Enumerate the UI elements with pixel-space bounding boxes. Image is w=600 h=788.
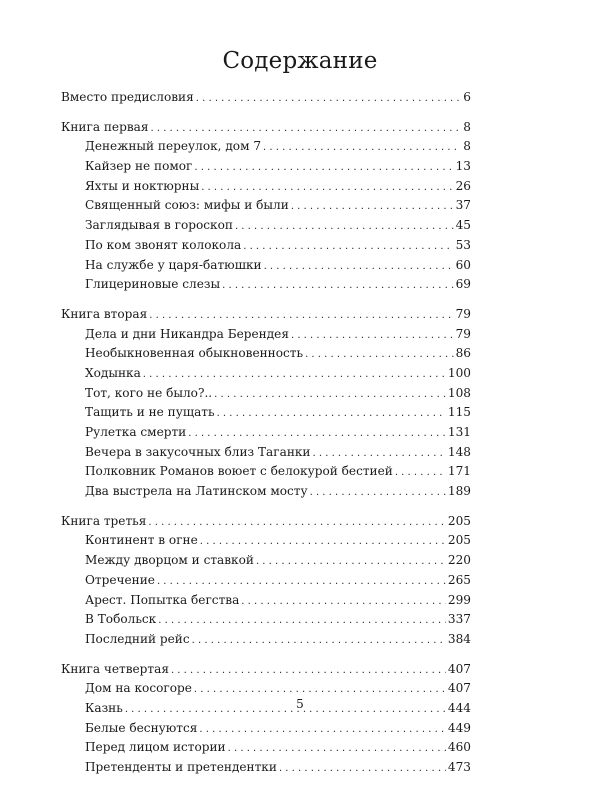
toc-entry-title: Священный союз: мифы и были xyxy=(85,198,289,213)
dot-leader xyxy=(222,275,454,296)
toc-entry-page: 131 xyxy=(447,425,471,439)
toc-entry-title: Денежный переулок, дом 7 xyxy=(85,139,262,154)
toc-entry xyxy=(61,551,471,571)
dot-leader xyxy=(235,216,454,237)
toc-entry-title: Казнь xyxy=(85,700,123,715)
toc-entry-title: Арест. Попытка бегства xyxy=(85,592,240,607)
toc-entry-title: Вечера в закусочных близ Таганки xyxy=(85,444,311,459)
toc-entry xyxy=(61,482,471,502)
toc-entry-page: 69 xyxy=(455,277,471,292)
toc-section-entry xyxy=(61,118,471,138)
toc-entry-page: 6 xyxy=(463,90,471,104)
dot-leader xyxy=(310,482,446,503)
toc-group xyxy=(61,660,471,778)
toc-entry-title: Полковник Романов воюет с белокурой бестией xyxy=(85,464,393,479)
dot-leader xyxy=(192,630,446,651)
toc-entry-title: Дом на косогоре xyxy=(85,681,192,696)
toc-entry-title: Книга вторая xyxy=(61,306,148,321)
toc-entry-title: Континент в огне xyxy=(85,533,198,548)
toc-entry-page: 460 xyxy=(447,740,471,755)
toc-entry-page: 205 xyxy=(447,513,471,528)
toc-section-entry xyxy=(61,305,471,325)
toc-entry-page: 37 xyxy=(455,198,471,213)
dot-leader xyxy=(200,531,446,552)
toc-entry xyxy=(61,344,471,364)
toc-entry xyxy=(61,758,471,778)
dot-leader xyxy=(291,196,454,217)
toc-entry-page: 115 xyxy=(447,405,471,420)
toc-entry-page: 220 xyxy=(447,553,471,568)
toc-group xyxy=(61,512,471,650)
toc-entry-title: Дела и дни Никандра Берендея xyxy=(85,326,289,341)
toc-entry xyxy=(61,443,471,463)
toc-entry xyxy=(61,216,471,236)
dot-leader xyxy=(196,88,462,109)
dot-leader xyxy=(217,403,446,424)
toc-entry-title: Кайзер не помог xyxy=(85,159,193,174)
page-number: 5 xyxy=(296,697,304,711)
toc-entry-page: 53 xyxy=(455,237,471,252)
toc-entry-page: 79 xyxy=(455,326,471,341)
dot-leader xyxy=(228,738,446,759)
dot-leader xyxy=(150,118,461,139)
toc-entry xyxy=(61,462,471,482)
toc-entry xyxy=(61,177,471,197)
dot-leader xyxy=(291,325,454,346)
dot-leader xyxy=(171,660,446,681)
toc-entry-page: 79 xyxy=(455,306,471,321)
dot-leader xyxy=(157,571,446,592)
toc-entry-page: 265 xyxy=(447,572,471,587)
toc-section-entry xyxy=(61,88,471,108)
dot-leader xyxy=(199,719,446,740)
toc-entry-page: 148 xyxy=(447,444,471,459)
toc-entry-title: Отречение xyxy=(85,572,155,587)
dot-leader xyxy=(158,610,446,631)
toc-entry-title: Последний рейс xyxy=(85,631,190,646)
dot-leader xyxy=(263,137,461,158)
toc-entry xyxy=(61,738,471,758)
dot-leader xyxy=(256,551,446,572)
dot-leader xyxy=(149,305,453,326)
toc-entry-page: 189 xyxy=(447,484,471,499)
toc-entry xyxy=(61,157,471,177)
toc-entry-page: 8 xyxy=(463,139,471,154)
toc-entry-page: 13 xyxy=(455,159,471,174)
toc-entry-page: 86 xyxy=(455,346,471,361)
dot-leader xyxy=(279,758,446,779)
toc-entry-title: Тащить и не пущать xyxy=(85,405,215,420)
toc-entry-page: 45 xyxy=(455,218,471,233)
toc-entry xyxy=(61,364,471,384)
toc-section-entry xyxy=(61,660,471,680)
dot-leader xyxy=(264,256,454,277)
toc-entry xyxy=(61,719,471,739)
toc-entry-title: Белые беснуются xyxy=(85,720,198,735)
toc-entry-title: Заглядывая в гороскоп xyxy=(85,218,233,233)
toc-entry-page: 8 xyxy=(463,119,471,134)
toc-section-entry xyxy=(61,512,471,532)
dot-leader xyxy=(305,344,454,365)
toc-entry-title: Вместо предисловия xyxy=(61,90,194,104)
toc-entry xyxy=(61,256,471,276)
toc-entry-title: Необыкновенная обыкновенность xyxy=(85,346,304,361)
dot-leader xyxy=(313,443,446,464)
toc-entry-title: Рулетка смерти xyxy=(85,425,187,439)
dot-leader xyxy=(243,236,453,257)
dot-leader xyxy=(188,423,446,444)
toc-entry xyxy=(61,137,471,157)
toc-entry-page: 444 xyxy=(447,700,471,715)
dot-leader xyxy=(241,591,446,612)
toc-group xyxy=(61,305,471,502)
toc-group xyxy=(61,88,471,108)
toc-entry-title: Глицериновые слезы xyxy=(85,277,221,292)
toc-entry-page: 449 xyxy=(447,720,471,735)
toc-entry-page: 473 xyxy=(447,760,471,774)
toc-entry-page: 384 xyxy=(447,631,471,646)
toc-entry-page: 171 xyxy=(447,464,471,479)
toc-entry-title: Между дворцом и ставкой xyxy=(85,553,254,568)
toc-entry-title: Претенденты и претендентки xyxy=(85,760,277,774)
toc-entry xyxy=(61,571,471,591)
toc-entry-page: 108 xyxy=(447,385,471,400)
toc-group xyxy=(61,118,471,295)
toc-entry-title: Два выстрела на Латинском мосту xyxy=(85,484,308,499)
table-of-contents xyxy=(61,88,471,788)
toc-entry-title: По ком звонят колокола xyxy=(85,237,242,252)
toc-entry-title: Ходынка xyxy=(85,365,141,380)
dot-leader xyxy=(143,364,446,385)
toc-entry-page: 407 xyxy=(447,661,471,676)
toc-entry-page: 407 xyxy=(447,681,471,696)
toc-entry-page: 337 xyxy=(447,612,471,627)
toc-entry xyxy=(61,384,471,404)
dot-leader xyxy=(214,384,446,405)
toc-entry-title: Книга третья xyxy=(61,513,147,528)
toc-entry-title: Книга четвертая xyxy=(61,661,169,676)
toc-entry-page: 299 xyxy=(447,592,471,607)
toc-entry-page: 60 xyxy=(455,257,471,272)
toc-entry-title: Тот, кого не было?.. xyxy=(85,385,213,400)
toc-entry xyxy=(61,591,471,611)
toc-entry xyxy=(61,325,471,345)
toc-entry-page: 100 xyxy=(447,365,471,380)
toc-entry-title: В Тобольск xyxy=(85,612,157,627)
toc-entry-page: 205 xyxy=(447,533,471,548)
toc-entry xyxy=(61,679,471,699)
toc-entry-page: 26 xyxy=(455,178,471,193)
dot-leader xyxy=(194,157,453,178)
dot-leader xyxy=(148,512,446,533)
toc-entry xyxy=(61,196,471,216)
toc-entry xyxy=(61,610,471,630)
page-title: Содержание xyxy=(222,48,378,74)
toc-entry-title: Книга первая xyxy=(61,119,149,134)
toc-entry xyxy=(61,630,471,650)
toc-entry-title: Яхты и ноктюрны xyxy=(85,178,200,193)
dot-leader xyxy=(201,177,453,198)
toc-entry-title: На службе у царя-батюшки xyxy=(85,257,262,272)
toc-entry-title: Перед лицом истории xyxy=(85,740,226,755)
toc-entry xyxy=(61,403,471,423)
toc-entry xyxy=(61,275,471,295)
toc-entry xyxy=(61,531,471,551)
toc-entry xyxy=(61,423,471,443)
dot-leader xyxy=(395,462,446,483)
toc-entry xyxy=(61,236,471,256)
